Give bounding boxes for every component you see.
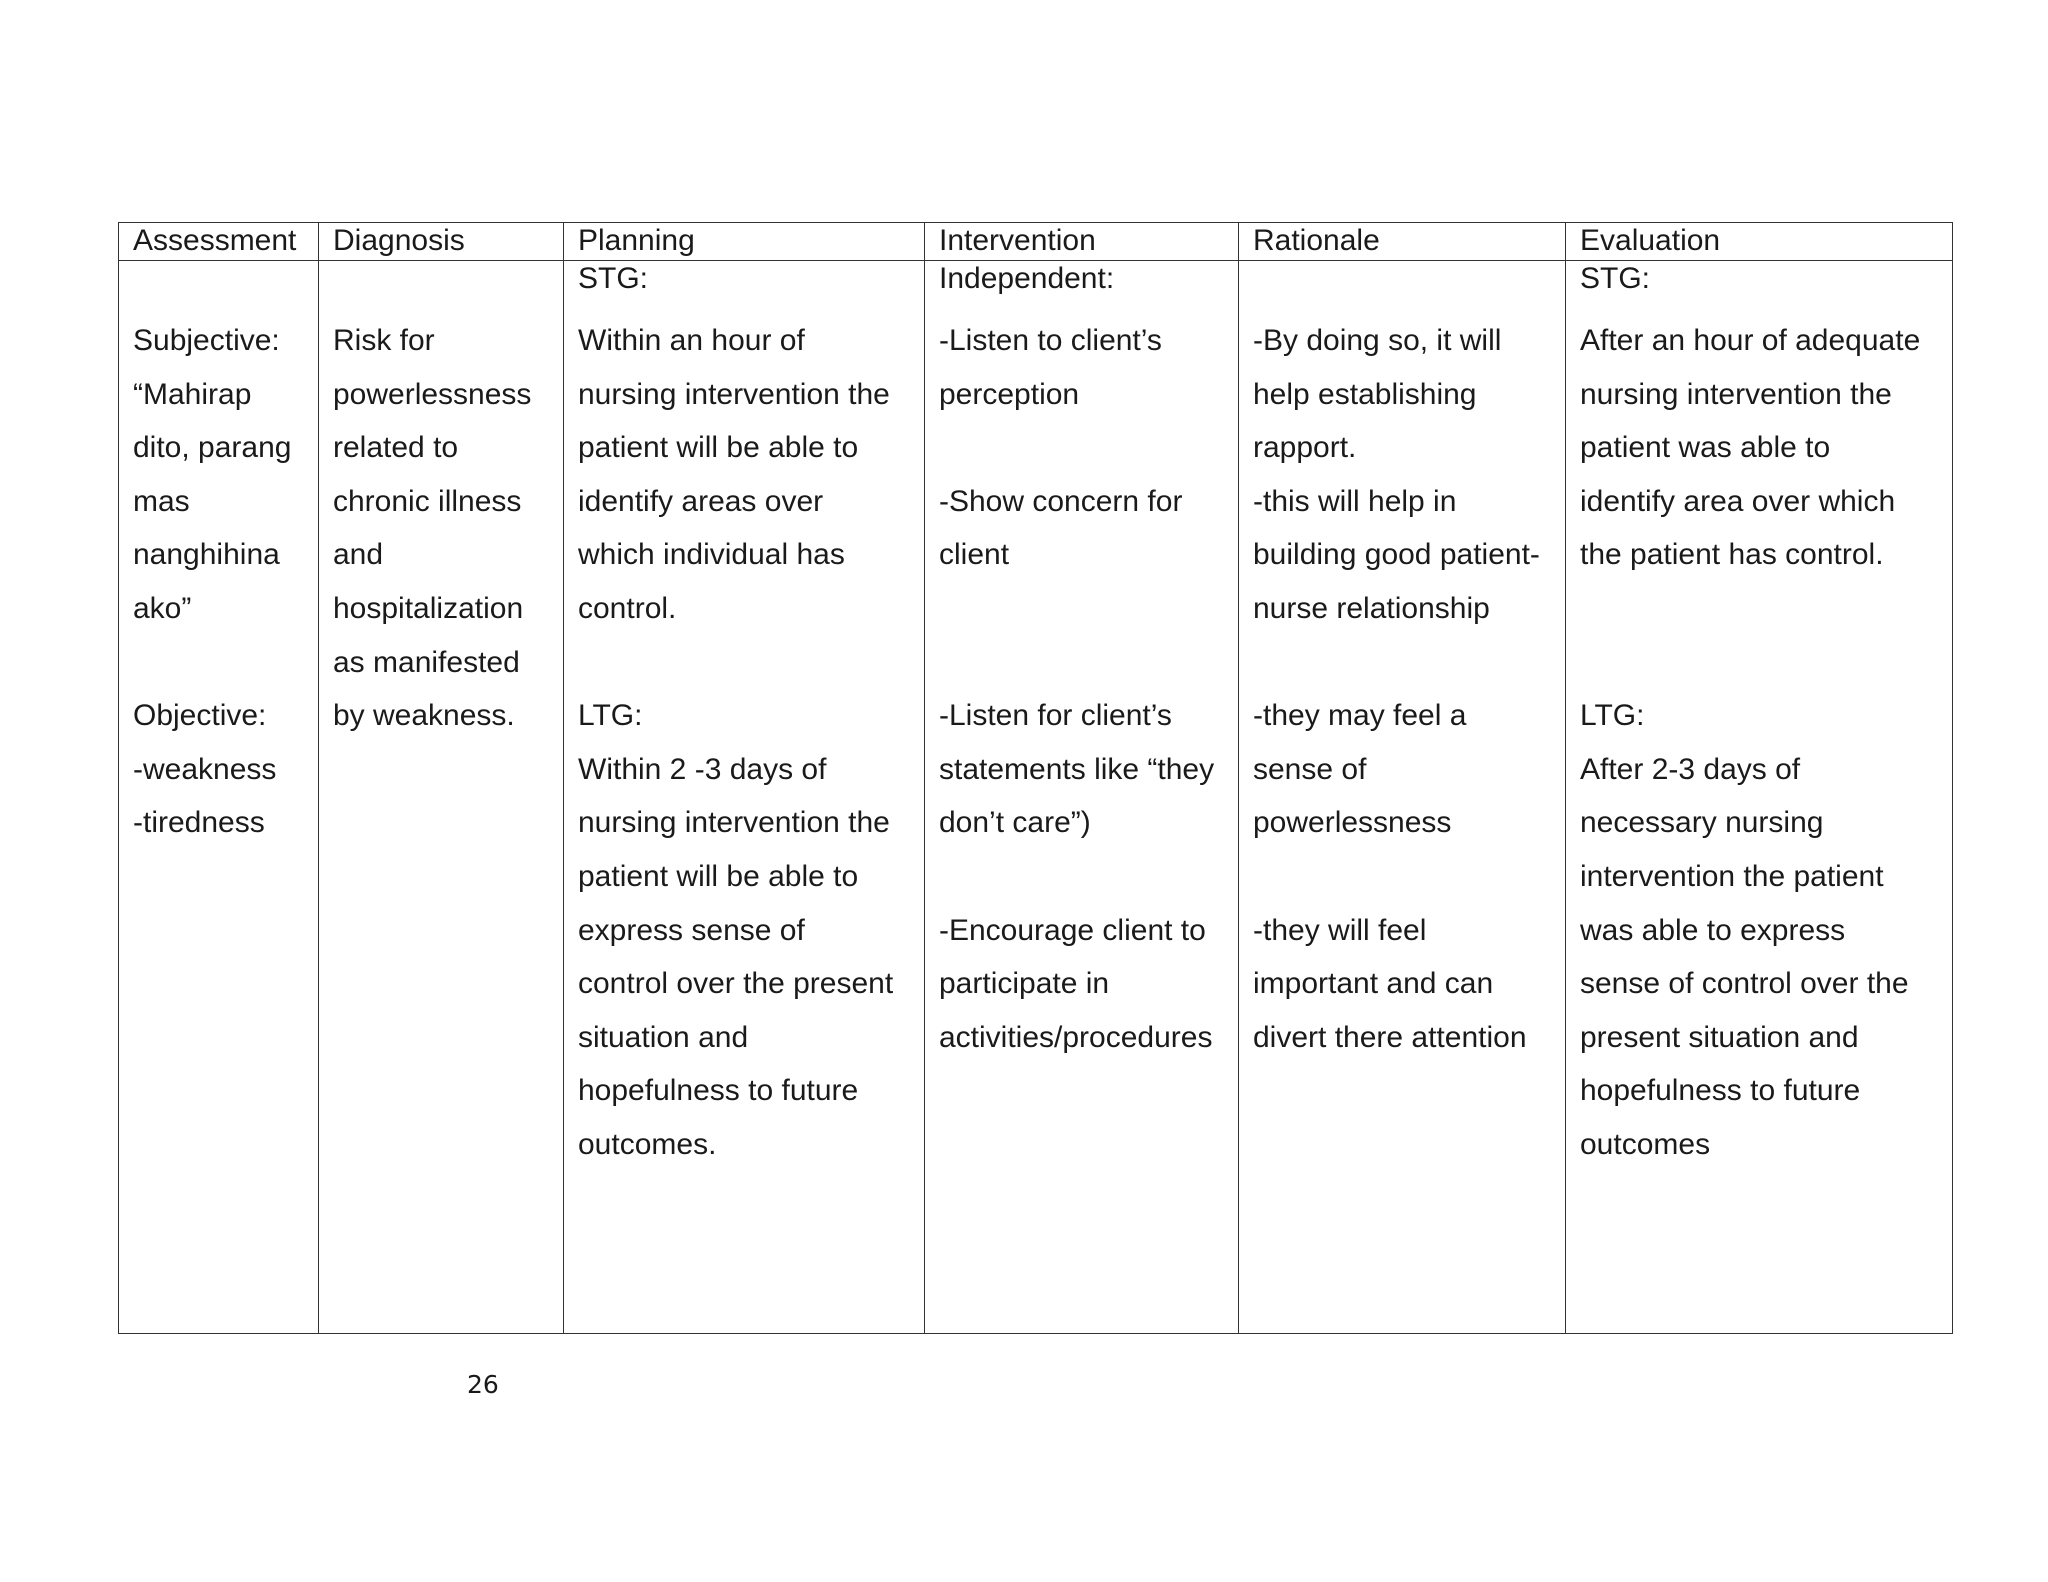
cell-text-line	[1253, 261, 1565, 297]
cell-text-line: was able to express	[1580, 913, 1846, 947]
cell-text-line: powerlessness	[333, 377, 532, 411]
cell-text-line: -they may feel a	[1253, 699, 1467, 733]
cell-text-line: sense of	[1253, 752, 1367, 786]
rationale-cell	[1239, 261, 1566, 1334]
cell-text-line: don’t care”)	[939, 806, 1091, 840]
cell-text-line: building good patient-	[1253, 538, 1540, 572]
cell-text-line: hospitalization	[333, 591, 524, 625]
cell-text-line: patient will be able to	[578, 859, 859, 893]
cell-text-line: hopefulness to future	[1580, 1074, 1861, 1108]
header-diagnosis: Diagnosis	[319, 223, 564, 261]
cell-text-line: powerlessness	[1253, 806, 1452, 840]
cell-text-line: mas	[133, 484, 190, 518]
cell-text-line: -they will feel	[1253, 913, 1427, 947]
cell-text-line	[578, 636, 924, 690]
cell-text-line: -Show concern for	[939, 484, 1183, 518]
cell-text-line: STG:	[1580, 262, 1651, 295]
cell-text-line: nanghihina	[133, 538, 280, 572]
cell-text-line: patient will be able to	[578, 431, 859, 465]
header-rationale: Rationale	[1239, 223, 1566, 261]
intervention-cell	[925, 261, 1239, 1334]
cell-text-line: important and can	[1253, 967, 1494, 1001]
cell-text-line	[939, 421, 1238, 475]
cell-text-line: related to	[333, 431, 459, 465]
header-intervention: Intervention	[925, 223, 1239, 261]
cell-text-line: nursing intervention the	[578, 806, 890, 840]
cell-text-line: -Encourage client to	[939, 913, 1206, 947]
cell-text-line: LTG:	[578, 699, 643, 733]
cell-text-line	[1580, 636, 1952, 690]
assessment-cell	[119, 261, 319, 1334]
cell-text-line: -Listen for client’s	[939, 699, 1172, 733]
cell-text-line: ako”	[133, 591, 192, 625]
content-row	[119, 261, 1953, 1334]
cell-text-line	[333, 261, 563, 297]
cell-text-line: activities/procedures	[939, 1020, 1213, 1054]
cell-text-line: chronic illness	[333, 484, 522, 518]
cell-text-line: necessary nursing	[1580, 806, 1824, 840]
header-row	[119, 223, 1953, 261]
cell-text-line	[133, 636, 318, 690]
cell-text-line: sense of control over the	[1580, 967, 1909, 1001]
cell-text-line: After 2-3 days of	[1580, 752, 1801, 786]
cell-text-line: participate in	[939, 967, 1110, 1001]
cell-text-line: -Listen to client’s	[939, 324, 1162, 357]
cell-text-line: rapport.	[1253, 431, 1357, 465]
cell-text-line: client	[939, 538, 1010, 572]
cell-text-line	[939, 850, 1238, 904]
cell-text-line: nursing intervention the	[578, 377, 890, 411]
cell-text-line	[1580, 582, 1952, 636]
cell-text-line: divert there attention	[1253, 1020, 1527, 1054]
evaluation-cell	[1566, 261, 1953, 1334]
cell-text-line: -weakness	[133, 752, 277, 786]
header-planning: Planning	[564, 223, 925, 261]
cell-text-line: -this will help in	[1253, 484, 1457, 518]
cell-text-line: -By doing so, it will	[1253, 324, 1502, 357]
cell-text-line: outcomes	[1580, 1127, 1711, 1161]
cell-text-line: Objective:	[133, 699, 267, 733]
cell-text-line: statements like “they	[939, 752, 1215, 786]
cell-text-line: Within an hour of	[578, 324, 805, 357]
cell-text-line	[1253, 850, 1565, 904]
cell-text-line: hopefulness to future	[578, 1074, 859, 1108]
cell-text-line: After an hour of adequate	[1580, 324, 1921, 357]
cell-text-line: “Mahirap	[133, 377, 252, 411]
cell-text-line: express sense of	[578, 913, 805, 947]
cell-text-line: identify area over which	[1580, 484, 1896, 518]
cell-text-line: as manifested	[333, 645, 520, 679]
cell-text-line: help establishing	[1253, 377, 1477, 411]
cell-text-line	[939, 636, 1238, 690]
cell-text-line: nursing intervention the	[1580, 377, 1892, 411]
cell-text-line: -tiredness	[133, 806, 265, 840]
cell-text-line: perception	[939, 377, 1080, 411]
cell-text-line: outcomes.	[578, 1127, 717, 1161]
cell-text-line: intervention the patient	[1580, 859, 1884, 893]
cell-text-line: and	[333, 538, 384, 572]
cell-text-line: which individual has	[578, 538, 845, 572]
cell-text-line: patient was able to	[1580, 431, 1831, 465]
cell-text-line: Subjective:	[133, 324, 280, 357]
cell-text-line: by weakness.	[333, 699, 515, 733]
cell-text-line: control.	[578, 591, 677, 625]
cell-text-line: present situation and	[1580, 1020, 1859, 1054]
cell-text-line: Risk for	[333, 324, 435, 357]
cell-text-line	[1253, 636, 1565, 690]
cell-text-line	[939, 582, 1238, 636]
header-assessment: Assessment	[119, 223, 319, 261]
cell-text-line: identify areas over	[578, 484, 824, 518]
cell-text-line: situation and	[578, 1020, 749, 1054]
nursing-care-plan-table	[118, 222, 1953, 1334]
cell-text-line	[133, 261, 318, 297]
cell-text-line: nurse relationship	[1253, 591, 1490, 625]
cell-text-line: STG:	[578, 262, 649, 295]
page-number: 26	[467, 1370, 499, 1399]
cell-text-line: control over the present	[578, 967, 894, 1001]
cell-text-line: Within 2 -3 days of	[578, 752, 827, 786]
planning-cell	[564, 261, 925, 1334]
cell-text-line: Independent:	[939, 262, 1115, 295]
cell-text-line: LTG:	[1580, 699, 1645, 733]
cell-text-line: dito, parang	[133, 431, 292, 465]
cell-text-line: the patient has control.	[1580, 538, 1884, 572]
diagnosis-cell	[319, 261, 564, 1334]
header-evaluation: Evaluation	[1566, 223, 1953, 261]
